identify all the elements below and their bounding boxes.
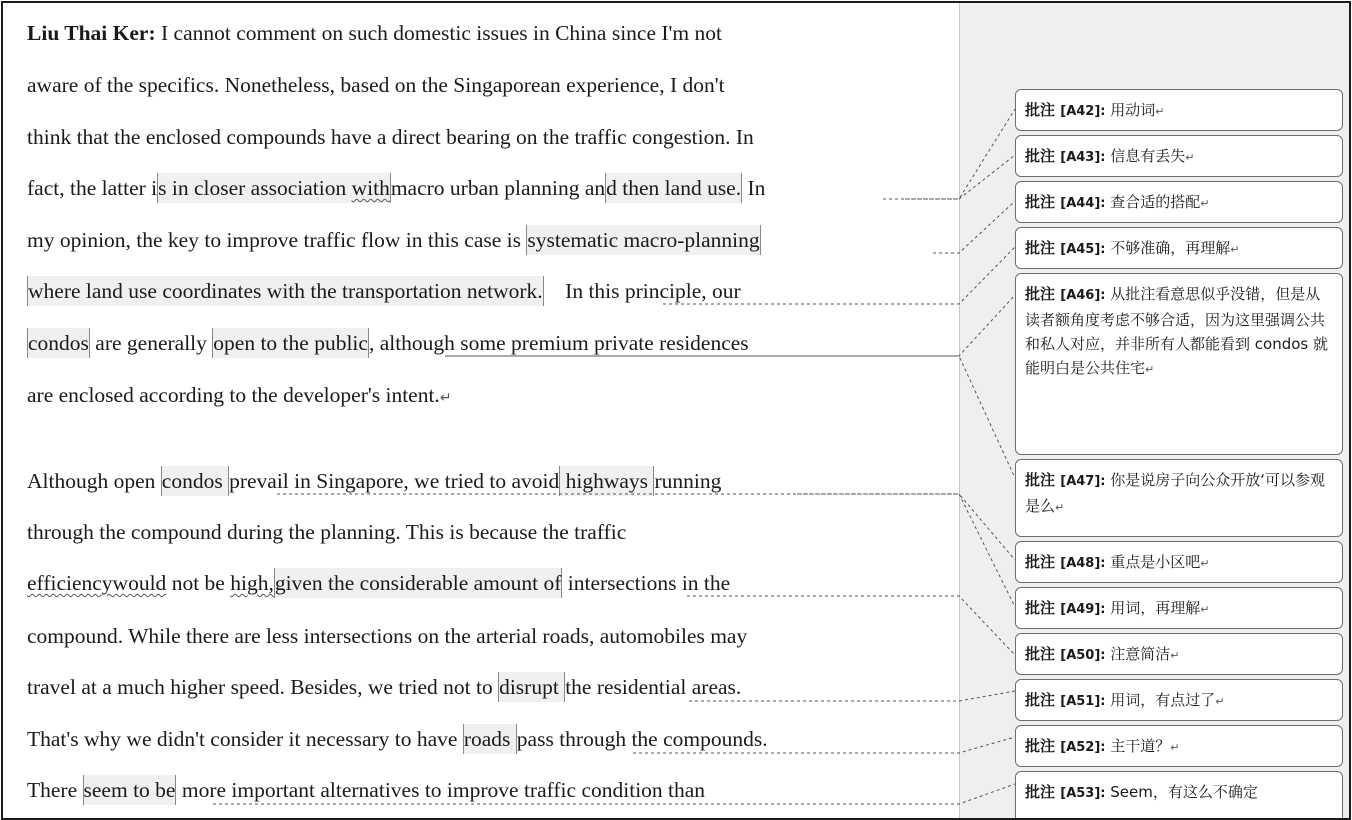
paragraph-mark: ↵ <box>1145 363 1155 376</box>
comment-balloon[interactable] <box>1015 227 1343 269</box>
text-line <box>27 174 765 202</box>
text-run: In <box>742 176 766 200</box>
paragraph-mark: ↵ <box>1200 197 1210 210</box>
spelling-flag[interactable]: efficiencywould <box>27 571 167 595</box>
comment-text: Seem，有这么不确定 <box>1105 783 1258 801</box>
text-line <box>27 622 747 650</box>
text-line <box>27 673 741 701</box>
comment-highlight[interactable]: disrupt <box>498 672 565 702</box>
spelling-flag[interactable]: high, <box>230 571 274 595</box>
text-run: more important alternatives to improve traffic condition than <box>176 778 706 802</box>
comment-text: 注意简洁 <box>1105 645 1171 663</box>
text-line <box>27 518 626 546</box>
document-frame <box>1 1 1351 820</box>
comment-highlight[interactable]: s in closer association <box>157 173 351 203</box>
text-run: compound. While there are less intersections on the arterial roads, automobiles may <box>27 624 748 648</box>
paragraph-mark: ↵ <box>1170 741 1180 754</box>
comment-text: 主干道？ <box>1105 737 1171 755</box>
text-run: macro urban planning an <box>390 176 606 200</box>
comment-highlight[interactable]: with <box>352 173 391 203</box>
comment-text: 重点是小区吧 <box>1105 553 1201 571</box>
comment-label: 批注 [A49]: <box>1025 599 1106 617</box>
comment-balloon[interactable] <box>1015 273 1343 455</box>
paragraph-mark: ↵ <box>1155 105 1165 118</box>
comment-highlight[interactable]: given the considerable amount of <box>274 568 563 598</box>
document-body <box>3 3 959 818</box>
speaker-name: Liu Thai Ker: <box>27 21 156 45</box>
text-line <box>27 569 730 597</box>
comment-highlight[interactable]: condos <box>161 466 229 496</box>
paragraph-mark: ↵ <box>1170 649 1180 662</box>
comment-text: 用词，有点过了 <box>1105 691 1216 709</box>
text-run: intersections in the <box>562 571 731 595</box>
text-run: are generally <box>89 331 213 355</box>
comment-balloon[interactable] <box>1015 541 1343 583</box>
text-run: That's why we didn't consider it necessary to have <box>27 727 463 751</box>
text-run: travel at a much higher speed. Besides, we tried not to <box>27 675 499 699</box>
comment-balloon[interactable] <box>1015 135 1343 177</box>
text-line <box>27 467 721 495</box>
text-run: pass through the compounds. <box>516 727 768 751</box>
comment-label: 批注 [A44]: <box>1025 193 1106 211</box>
comment-highlight[interactable]: condos <box>27 328 90 358</box>
text-run: think that the enclosed compounds have a direct bearing on the traffic congestion. In <box>27 125 754 149</box>
comment-text: 你是说房子向公众开放‘可以参观是么 <box>1025 471 1326 515</box>
text-run: my opinion, the key to improve traffic flow in this case is <box>27 228 527 252</box>
comment-label: 批注 [A50]: <box>1025 645 1106 663</box>
text-line <box>27 19 722 47</box>
comment-highlight[interactable]: where land use coordinates with the transportation network. <box>27 276 544 306</box>
comment-label: 批注 [A51]: <box>1025 691 1106 709</box>
text-run: I cannot comment on such domestic issues in China since I'm not <box>155 21 722 45</box>
text-run: , although some premium private residences <box>368 331 749 355</box>
text-run: fact, the latter i <box>27 176 158 200</box>
comment-balloon[interactable] <box>1015 771 1343 820</box>
text-line <box>27 329 749 357</box>
comment-label: 批注 [A42]: <box>1025 101 1106 119</box>
text-line <box>27 71 725 99</box>
comment-label: 批注 [A48]: <box>1025 553 1106 571</box>
text-line <box>27 725 768 753</box>
comment-label: 批注 [A53]: <box>1025 783 1106 801</box>
comment-text: 用动词 <box>1105 101 1156 119</box>
comment-label: 批注 [A43]: <box>1025 147 1106 165</box>
text-run: prevail in Singapore, we tried to avoid <box>229 469 560 493</box>
comment-label: 批注 [A47]: <box>1025 471 1106 489</box>
text-run: running <box>654 469 722 493</box>
paragraph-mark: ↵ <box>439 390 452 406</box>
text-run: In this principle, our <box>543 279 741 303</box>
comment-balloon[interactable] <box>1015 679 1343 721</box>
comment-balloon[interactable] <box>1015 89 1343 131</box>
paragraph-mark: ↵ <box>1230 243 1240 256</box>
text-line <box>27 277 741 305</box>
text-run: not be <box>166 571 231 595</box>
text-run: Although open <box>27 469 161 493</box>
comment-balloon[interactable] <box>1015 587 1343 629</box>
text-run: aware of the specifics. Nonetheless, based on the Singaporean experience, I don't <box>27 73 725 97</box>
paragraph-mark: ↵ <box>1200 603 1210 616</box>
paragraph-mark: ↵ <box>1185 151 1195 164</box>
comment-highlight[interactable]: systematic macro-planning <box>526 225 760 255</box>
text-run: the residential areas. <box>565 675 742 699</box>
comment-text: 用词，再理解 <box>1105 599 1201 617</box>
paragraph-mark: ↵ <box>1055 501 1065 514</box>
comment-text: 信息有丢失 <box>1105 147 1186 165</box>
comment-text: 从批注看意思似乎没错，但是从读者额角度考虑不够合适，因为这里强调公共和私人对应，并非所有人都能看到 condos 就能明白是公共住宅 <box>1025 285 1328 377</box>
paragraph-mark: ↵ <box>1215 695 1225 708</box>
comment-balloon[interactable] <box>1015 181 1343 223</box>
comment-highlight[interactable]: highways <box>559 466 654 496</box>
comment-balloon[interactable] <box>1015 633 1343 675</box>
text-run: There <box>27 778 83 802</box>
comment-balloon[interactable] <box>1015 725 1343 767</box>
text-line <box>27 123 754 151</box>
comment-balloon[interactable] <box>1015 459 1343 537</box>
paragraph-mark: ↵ <box>1200 557 1210 570</box>
comment-highlight[interactable]: roads <box>463 724 517 754</box>
comment-text: 查合适的搭配 <box>1105 193 1201 211</box>
text-line <box>27 381 452 412</box>
comment-label: 批注 [A46]: <box>1025 285 1106 303</box>
text-line <box>27 776 705 804</box>
text-run: are enclosed according to the developer's intent. <box>27 383 440 407</box>
comment-text: 不够准确，再理解 <box>1105 239 1231 257</box>
text-line <box>27 226 761 254</box>
comment-label: 批注 [A45]: <box>1025 239 1106 257</box>
comment-label: 批注 [A52]: <box>1025 737 1106 755</box>
comment-highlight[interactable]: open to the public <box>212 328 369 358</box>
comment-highlight[interactable]: seem to be <box>83 775 177 805</box>
text-run: through the compound during the planning. This is because the traffic <box>27 520 627 544</box>
comment-highlight[interactable]: d then land use. <box>605 173 742 203</box>
